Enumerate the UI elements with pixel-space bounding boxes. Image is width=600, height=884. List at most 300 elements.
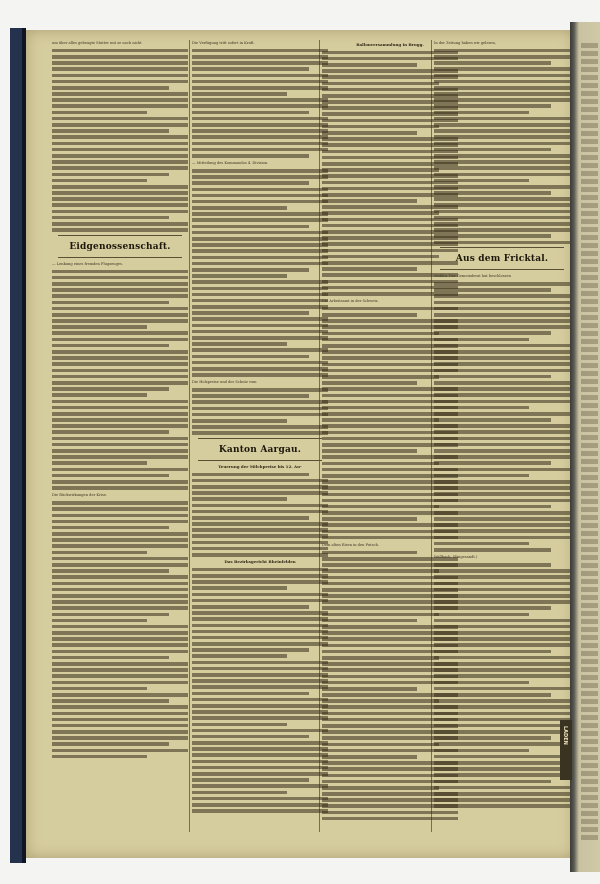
text-line-placeholder (52, 699, 169, 703)
text-line-placeholder (192, 336, 328, 340)
text-line-placeholder (434, 430, 570, 434)
text-line-placeholder (322, 755, 417, 759)
text-line-placeholder (192, 355, 309, 359)
text-line-placeholder (434, 486, 570, 490)
text-line-placeholder (192, 330, 328, 334)
text-line-placeholder (192, 388, 328, 392)
text-line-placeholder (52, 142, 188, 146)
text-line-placeholder (434, 625, 570, 629)
adjacent-text-line (581, 451, 598, 456)
text-line-placeholder (52, 86, 169, 90)
text-line-placeholder (434, 369, 570, 373)
text-line-placeholder (434, 381, 570, 385)
text-line-placeholder (52, 203, 188, 207)
text-line-placeholder (434, 154, 570, 158)
adjacent-text-line (581, 371, 598, 376)
adjacent-text-line (581, 283, 598, 288)
adjacent-text-line (581, 507, 598, 512)
text-line-placeholder (52, 520, 188, 524)
text-line-placeholder (52, 712, 188, 716)
text-block (192, 568, 328, 813)
text-line-placeholder (52, 705, 188, 709)
text-line-placeholder (192, 605, 309, 609)
adjacent-text-line (581, 635, 598, 640)
adjacent-text-line (581, 147, 598, 152)
adjacent-text-line (581, 755, 598, 760)
text-line-placeholder (192, 809, 328, 813)
text-line-placeholder (434, 712, 570, 716)
section-heading: Kanton Aargau. (218, 445, 302, 455)
text-line-placeholder (434, 548, 551, 552)
adjacent-text-line (581, 795, 598, 800)
text-line-placeholder (52, 80, 188, 84)
text-line-placeholder (52, 606, 188, 610)
text-line-placeholder (434, 173, 570, 177)
adjacent-text-line (581, 251, 598, 256)
adjacent-text-line (581, 187, 598, 192)
adjacent-text-line (581, 627, 598, 632)
text-line-placeholder (192, 568, 328, 572)
adjacent-text-line (581, 179, 598, 184)
text-line-placeholder (52, 173, 169, 177)
text-line-placeholder (52, 210, 188, 214)
text-line-placeholder (192, 123, 328, 127)
text-line-placeholder (52, 282, 188, 286)
text-line-placeholder (52, 742, 169, 746)
text-line-placeholder (434, 792, 570, 796)
text-line-placeholder (434, 517, 570, 521)
adjacent-text-line (581, 827, 598, 832)
text-line: um über alles gebeugte Mutter mit ze noch nicht (52, 41, 142, 45)
text-line-placeholder (322, 786, 439, 790)
text-line-placeholder (434, 313, 570, 317)
text-line-placeholder (52, 387, 169, 391)
text-line-placeholder (322, 449, 417, 453)
adjacent-text-line (581, 739, 598, 744)
article-subheading: Das Bezirksgericht Rheinfelden (224, 559, 296, 565)
text-line-placeholder (434, 474, 529, 478)
text-line-placeholder (192, 111, 309, 115)
adjacent-text-line (581, 75, 598, 80)
text-line-placeholder (52, 55, 188, 59)
adjacent-text-line (581, 435, 598, 440)
text-line-placeholder (322, 505, 439, 509)
text-line-placeholder (434, 594, 570, 598)
adjacent-text-line (581, 595, 598, 600)
adjacent-text-line (581, 331, 598, 336)
text-line-placeholder (192, 317, 328, 321)
text-line-placeholder (52, 424, 188, 428)
text-line-placeholder (52, 369, 188, 373)
adjacent-text-line (581, 267, 598, 272)
text-line-placeholder (52, 662, 188, 666)
text-line-placeholder (322, 569, 439, 573)
text-line-placeholder (52, 449, 188, 453)
text-line-placeholder (52, 749, 188, 753)
adjacent-text-line (581, 699, 598, 704)
text-block (52, 270, 188, 490)
text-line-placeholder (434, 142, 570, 146)
text-line-placeholder (192, 98, 328, 102)
text-line-placeholder (434, 338, 529, 342)
adjacent-text-line (581, 835, 598, 840)
text-line-placeholder (52, 755, 147, 759)
text-line-placeholder (192, 425, 328, 429)
text-line-placeholder (434, 480, 570, 484)
text-line-placeholder (52, 104, 188, 108)
text-line-placeholder (52, 288, 188, 292)
text-line-placeholder (434, 393, 570, 397)
text-line-placeholder (192, 92, 287, 96)
text-line-placeholder (434, 86, 570, 90)
text-line-placeholder (434, 61, 551, 65)
text-line-placeholder (192, 225, 309, 229)
text-line-placeholder (434, 375, 551, 379)
text-line-placeholder (52, 681, 188, 685)
text-line-placeholder (52, 455, 188, 459)
text-line-placeholder (192, 541, 328, 545)
adjacent-text-line (581, 611, 598, 616)
text-line-placeholder (192, 528, 328, 532)
text-line-placeholder (52, 430, 169, 434)
text-line-placeholder (192, 534, 328, 538)
text-line-placeholder (192, 522, 328, 526)
text-block (192, 388, 328, 435)
text-line-placeholder (192, 504, 328, 508)
text-line-placeholder (322, 699, 439, 703)
text-line-placeholder (52, 148, 188, 152)
adjacent-text-line (581, 275, 598, 280)
text-line-placeholder (434, 55, 570, 59)
text-line-placeholder (52, 307, 188, 311)
text-line-placeholder (192, 361, 328, 365)
text-line-placeholder (192, 747, 328, 751)
text-line-placeholder (52, 111, 147, 115)
text-line-placeholder (192, 479, 328, 483)
article-subheading: Teuerung der Milchpreise bis 12. Au- (218, 464, 302, 469)
text-line-placeholder (192, 593, 328, 597)
text-line-placeholder (322, 517, 417, 521)
text-line-placeholder (434, 542, 529, 546)
text-line-placeholder (434, 786, 570, 790)
adjacent-text-line (581, 339, 598, 344)
text-line-placeholder (192, 231, 328, 235)
text-line-placeholder (322, 199, 417, 203)
text-line-placeholder (52, 294, 188, 298)
text-line-placeholder (192, 142, 328, 146)
section-divider (440, 247, 564, 248)
adjacent-text-line (581, 43, 598, 48)
text-line-placeholder (52, 61, 188, 65)
text-line-placeholder (52, 166, 188, 170)
adjacent-text-line (581, 139, 598, 144)
adjacent-page-edge (579, 40, 600, 860)
text-line-placeholder (52, 643, 188, 647)
column-rule (189, 40, 190, 832)
text-line-placeholder (434, 461, 551, 465)
text-line-placeholder (434, 210, 570, 214)
text-line-placeholder (434, 307, 570, 311)
adjacent-text-line (581, 587, 598, 592)
text-line-placeholder (52, 594, 188, 598)
text-line-placeholder (52, 724, 188, 728)
text-line-placeholder (52, 538, 188, 542)
text-line-placeholder (434, 288, 551, 292)
text-line-placeholder (434, 418, 551, 422)
adjacent-text-line (581, 747, 598, 752)
adjacent-text-line (581, 691, 598, 696)
text-line-placeholder (52, 338, 188, 342)
text-line-placeholder (322, 267, 417, 271)
text-line-placeholder (52, 687, 147, 691)
text-line-placeholder (434, 631, 570, 635)
text-line-placeholder (52, 418, 188, 422)
text-line-placeholder (434, 780, 551, 784)
text-line-placeholder (192, 305, 328, 309)
adjacent-text-line (581, 803, 598, 808)
text-line-placeholder (322, 613, 439, 617)
text-line-placeholder (434, 228, 570, 232)
text-line-placeholder (192, 67, 309, 71)
text-line-placeholder (434, 123, 570, 127)
text-line-placeholder (192, 553, 328, 557)
text-line-placeholder (52, 117, 188, 121)
text-line-placeholder (434, 179, 529, 183)
adjacent-text-line (581, 203, 598, 208)
text-line-placeholder (322, 332, 439, 336)
adjacent-text-line (581, 235, 598, 240)
adjacent-text-line (581, 291, 598, 296)
text-line-placeholder (52, 461, 147, 465)
text-line-placeholder (52, 693, 188, 697)
adjacent-text-line (581, 667, 598, 672)
text-line: In der Zeitung haben wir gelesen, (434, 41, 497, 45)
text-line-placeholder (434, 724, 570, 728)
text-line-placeholder (434, 705, 570, 709)
text-line-placeholder (52, 575, 188, 579)
text-line-placeholder (52, 582, 188, 586)
text-line-placeholder (192, 135, 328, 139)
text-line: Die Rückwirkungen der Krise. (52, 493, 108, 498)
text-line-placeholder (52, 631, 188, 635)
text-line-placeholder (322, 418, 439, 422)
text-block (192, 49, 328, 158)
text-line-placeholder (52, 179, 147, 183)
adjacent-text-line (581, 651, 598, 656)
adjacent-text-line (581, 131, 598, 136)
section-heading: Eidgenossenschaft. (69, 241, 171, 252)
text-line: Die Verfügung tritt sofort in Kraft. (192, 41, 255, 45)
text-line-placeholder (52, 514, 188, 518)
text-line-placeholder (192, 617, 328, 621)
text-line-placeholder (192, 324, 328, 328)
text-line-placeholder (52, 474, 169, 478)
text-line-placeholder (434, 563, 551, 567)
text-line-placeholder (434, 325, 570, 329)
text-line-placeholder (192, 497, 287, 501)
text-line-placeholder (434, 511, 570, 515)
text-line-placeholder (52, 67, 188, 71)
text-line-placeholder (52, 468, 188, 472)
text-line-placeholder (322, 619, 417, 623)
text-block (434, 563, 570, 808)
text-line-placeholder (434, 117, 570, 121)
text-line-placeholder (434, 687, 570, 691)
text-line-placeholder (192, 599, 328, 603)
text-line-placeholder (52, 362, 188, 366)
column-2 (192, 40, 328, 840)
adjacent-text-line (581, 195, 598, 200)
text-line-placeholder (434, 650, 551, 654)
text-line-placeholder (192, 778, 309, 782)
adjacent-text-line (581, 59, 598, 64)
text-line-placeholder (192, 685, 328, 689)
text-line-placeholder (434, 761, 570, 765)
text-line-placeholder (434, 356, 570, 360)
text-line-placeholder (192, 129, 328, 133)
adjacent-text-line (581, 395, 598, 400)
adjacent-text-line (581, 715, 598, 720)
text-line-placeholder (192, 117, 328, 121)
text-line-placeholder (52, 325, 147, 329)
text-line-placeholder (434, 455, 570, 459)
text-line-placeholder (192, 510, 328, 514)
text-line-placeholder (192, 200, 328, 204)
text-line-placeholder (52, 356, 188, 360)
text-line-placeholder (192, 262, 328, 266)
adjacent-text-line (581, 387, 598, 392)
text-line-placeholder (192, 485, 328, 489)
section-divider (198, 460, 322, 461)
adjacent-text-line (581, 163, 598, 168)
text-line-placeholder (192, 287, 328, 291)
text-line-placeholder (434, 505, 551, 509)
adjacent-text-line (581, 723, 598, 728)
text-line-placeholder (434, 643, 570, 647)
text-block (434, 282, 570, 552)
text-line-placeholder (434, 148, 551, 152)
adjacent-text-line (581, 499, 598, 504)
text-line-placeholder (192, 673, 328, 677)
text-line-placeholder (52, 197, 188, 201)
text-line-placeholder (192, 636, 328, 640)
text-line-placeholder (192, 274, 287, 278)
text-line-placeholder (434, 80, 570, 84)
adjacent-text-line (581, 731, 598, 736)
text-line-placeholder (434, 582, 570, 586)
text-line: Wallbach. (Eingesandt.) (434, 555, 478, 560)
column-4 (434, 40, 570, 840)
adjacent-text-line (581, 475, 598, 480)
text-block (52, 501, 188, 758)
text-line-placeholder (434, 319, 570, 323)
text-line-placeholder (192, 735, 309, 739)
text-line-placeholder (322, 551, 417, 555)
text-line-placeholder (192, 181, 309, 185)
adjacent-text-line (581, 483, 598, 488)
adjacent-text-line (581, 563, 598, 568)
text-line-placeholder (192, 206, 287, 210)
text-line-placeholder (192, 772, 328, 776)
text-line-placeholder (52, 557, 188, 561)
adjacent-text-line (581, 219, 598, 224)
adjacent-text-line (581, 323, 598, 328)
text-line-placeholder (52, 191, 188, 195)
section-heading: Aus dem Fricktal. (455, 254, 549, 265)
adjacent-text-line (581, 227, 598, 232)
text-line-placeholder (52, 563, 188, 567)
adjacent-text-line (581, 443, 598, 448)
text-line-placeholder (434, 674, 570, 678)
text-line-placeholder (52, 129, 169, 133)
adjacent-text-line (581, 419, 598, 424)
text-line-placeholder (52, 569, 169, 573)
text-line-placeholder (192, 348, 328, 352)
article-subheading: Ballonversammlung in Brugg. (356, 42, 424, 47)
text-line-placeholder (192, 766, 328, 770)
text-line-placeholder (434, 569, 570, 573)
text-line-placeholder (192, 760, 328, 764)
text-line-placeholder (52, 98, 188, 102)
adjacent-text-line (581, 707, 598, 712)
text-line-placeholder (52, 313, 188, 317)
text-line-placeholder (434, 773, 570, 777)
text-block (192, 473, 328, 557)
text-line-placeholder (52, 350, 188, 354)
text-line-placeholder (434, 135, 570, 139)
text-line-placeholder (52, 344, 169, 348)
text-line-placeholder (434, 241, 570, 245)
adjacent-text-line (581, 491, 598, 496)
text-line-placeholder (192, 516, 309, 520)
text-line-placeholder (192, 367, 328, 371)
adjacent-text-line (581, 211, 598, 216)
text-line-placeholder (434, 804, 570, 808)
adjacent-text-line (581, 779, 598, 784)
text-line-placeholder (192, 49, 328, 53)
text-line-placeholder (192, 311, 309, 315)
text-line-placeholder (434, 104, 551, 108)
text-line-placeholder (192, 791, 287, 795)
text-line-placeholder (52, 331, 188, 335)
text-line-placeholder (52, 381, 188, 385)
text-line-placeholder (192, 218, 328, 222)
text-line-placeholder (322, 375, 439, 379)
text-line-placeholder (52, 319, 188, 323)
text-line: Die Arbeitsamt in der Schweiz. (322, 299, 379, 304)
text-line-placeholder (322, 211, 439, 215)
text-line-placeholder (52, 393, 147, 397)
text-line-placeholder (52, 668, 188, 672)
adjacent-text-line (581, 571, 598, 576)
text-line-placeholder (52, 400, 188, 404)
adjacent-text-line (581, 403, 598, 408)
text-line-placeholder (52, 301, 169, 305)
text-line-placeholder (192, 74, 328, 78)
text-line-placeholder (192, 419, 287, 423)
text-line-placeholder (192, 741, 328, 745)
text-line-placeholder (322, 63, 417, 67)
adjacent-text-line (581, 363, 598, 368)
text-line-placeholder (434, 681, 529, 685)
text-line-placeholder (192, 716, 328, 720)
text-line-placeholder (434, 412, 570, 416)
adjacent-text-line (581, 355, 598, 360)
text-line-placeholder (434, 736, 551, 740)
text-line-placeholder (434, 575, 570, 579)
adjacent-text-line (581, 467, 598, 472)
text-line-placeholder (434, 767, 570, 771)
